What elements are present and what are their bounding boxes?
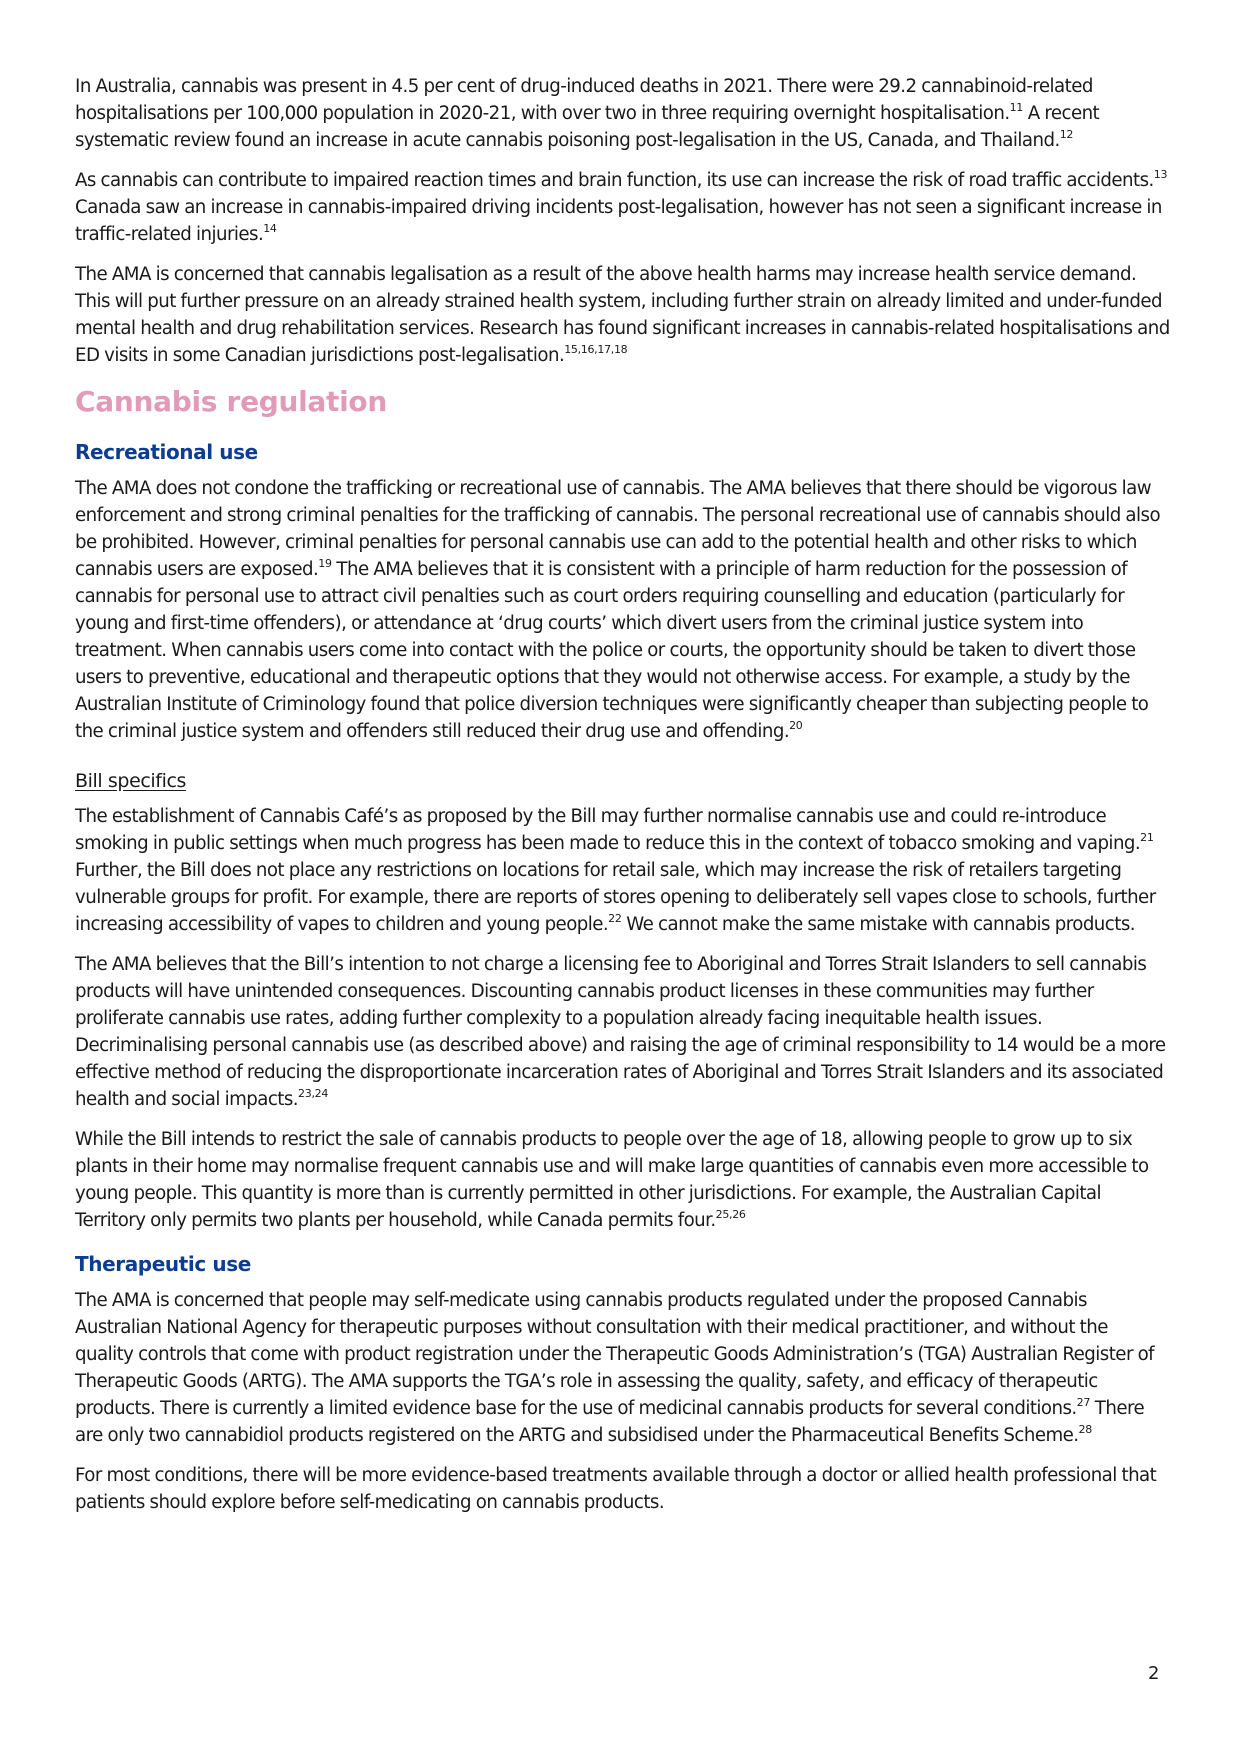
paragraph-text: We cannot make the same mistake with cannabis products. xyxy=(621,914,1135,935)
subheading-recreational-use: Recreational use xyxy=(75,440,258,464)
footnote-reference: 12 xyxy=(1059,128,1074,141)
body-paragraph xyxy=(75,73,1170,154)
body-paragraph xyxy=(75,167,1170,248)
footnote-reference: 28 xyxy=(1078,1423,1092,1436)
body-paragraph xyxy=(75,1462,1170,1516)
paragraph-text: Further, the Bill does not place any restrictions on locations for retail sale, which may increase the risk of retailers targeting vulnerable groups for profit. For example, there are reports of stores opening to deliberately sell vapes close to schools, further increasing accessibility of vapes to children and young people. xyxy=(75,860,1156,935)
recreational-paragraphs xyxy=(75,475,1170,745)
paragraph-text: While the Bill intends to restrict the sale of cannabis products to people over the age of 18, allowing people to grow up to six plants in their home may normalise frequent cannabis use and will make large quantities of cannabis even more accessible to young people. This quantity is more than is currently permitted in other jurisdictions. For example, the Australian Capital Territory only permits two plants per household, while Canada permits four. xyxy=(75,1129,1149,1231)
paragraph-text: In Australia, cannabis was present in 4.5 per cent of drug-induced deaths in 2021. There were 29.2 cannabinoid-related hospitalisations per 100,000 population in 2020-21, with over two in three requiring overnight hospitalisation. xyxy=(75,76,1093,124)
paragraph-text: The establishment of Cannabis Café’s as proposed by the Bill may further normalise cannabis use and could re-introduce smoking in public settings when much progress has been made to reduce this in the context of tobacco smoking and vaping. xyxy=(75,806,1141,854)
paragraph-text: The AMA is concerned that cannabis legalisation as a result of the above health harms may increase health service demand. This will put further pressure on an already strained health system, including further strain on already limited and under-funded mental health and drug rehabilitation services. Research has found significant increases in cannabis-related hospitalisations and ED visits in some Canadian jurisdictions post-legalisation. xyxy=(75,264,1170,366)
body-paragraph xyxy=(75,803,1170,938)
footnote-reference: 13 xyxy=(1153,168,1168,181)
document-page xyxy=(75,73,1170,1529)
paragraph-text: For most conditions, there will be more evidence-based treatments available through a doctor or allied health professional that patients should explore before self-medicating on cannabis products. xyxy=(75,1465,1157,1513)
footnote-reference: 25,26 xyxy=(715,1208,746,1221)
body-paragraph xyxy=(75,1126,1170,1234)
body-paragraph xyxy=(75,261,1170,369)
footnote-reference: 11 xyxy=(1009,101,1023,114)
subheading-bill-specifics: Bill specifics xyxy=(75,770,186,792)
therapeutic-paragraphs xyxy=(75,1287,1170,1516)
bill-specifics-paragraphs xyxy=(75,803,1170,1234)
footnote-reference: 15,16,17,18 xyxy=(564,343,628,356)
footnote-reference: 23,24 xyxy=(298,1087,329,1100)
paragraph-text: There are only two cannabidiol products registered on the ARTG and subsidised under the Pharmaceutical Benefits Scheme. xyxy=(75,1398,1145,1446)
section-title-cannabis-regulation: Cannabis regulation xyxy=(75,385,387,418)
paragraph-text: The AMA does not condone the trafficking or recreational use of cannabis. The AMA believes that there should be vigorous law enforcement and strong criminal penalties for the trafficking of cannabis. The personal recreational use of cannabis should also be prohibited. However, criminal penalties for personal cannabis use can add to the potential health and other risks to which cannabis users are exposed. xyxy=(75,478,1161,580)
paragraph-text: The AMA believes that it is consistent with a principle of harm reduction for the possession of cannabis for personal use to attract civil penalties such as court orders requiring counselling and education (particularly for young and first-time offenders), or attendance at ‘drug courts’ which divert users from the criminal justice system into treatment. When cannabis users come into contact with the police or courts, the opportunity should be taken to divert those users to preventive, educational and therapeutic options that they would not otherwise access. For example, a study by the Australian Institute of Criminology found that police diversion techniques were significantly cheaper than subjecting people to the criminal justice system and offenders still reduced their drug use and offending. xyxy=(75,559,1149,742)
footnote-reference: 20 xyxy=(789,719,803,732)
footnote-reference: 14 xyxy=(263,222,277,235)
body-paragraph xyxy=(75,951,1170,1113)
footnote-reference: 22 xyxy=(608,912,622,925)
body-paragraph xyxy=(75,475,1170,745)
paragraph-text: As cannabis can contribute to impaired reaction times and brain function, its use can increase the risk of road traffic accidents. xyxy=(75,170,1154,191)
footnote-reference: 27 xyxy=(1076,1396,1091,1409)
paragraph-text: Canada saw an increase in cannabis-impaired driving incidents post-legalisation, however has not seen a significant increase in traffic-related injuries. xyxy=(75,197,1162,245)
paragraph-text: The AMA believes that the Bill’s intention to not charge a licensing fee to Aboriginal and Torres Strait Islanders to sell cannabis products will have unintended consequences. Discounting cannabis product licenses in these communities may further proliferate cannabis use rates, adding further complexity to a population already facing inequitable health issues. Decriminalising personal cannabis use (as described above) and raising the age of criminal responsibility to 14 would be a more effective method of reducing the disproportionate incarceration rates of Aboriginal and Torres Strait Islanders and its associated health and social impacts. xyxy=(75,954,1166,1110)
body-paragraph xyxy=(75,1287,1170,1449)
page-number: 2 xyxy=(1148,1663,1160,1684)
subheading-therapeutic-use: Therapeutic use xyxy=(75,1252,251,1276)
paragraph-text: The AMA is concerned that people may self-medicate using cannabis products regulated under the proposed Cannabis Australian National Agency for therapeutic purposes without consultation with their medical practitioner, and without the quality controls that come with product registration under the Therapeutic Goods Administration’s (TGA) Australian Register of Therapeutic Goods (ARTG). The AMA supports the TGA’s role in assessing the quality, safety, and efficacy of therapeutic products. There is currently a limited evidence base for the use of medicinal cannabis products for several conditions. xyxy=(75,1290,1155,1419)
intro-paragraphs xyxy=(75,73,1170,369)
paragraph-text: A recent systematic review found an increase in acute cannabis poisoning post-legalisation in the US, Canada, and Thailand. xyxy=(75,103,1100,151)
footnote-reference: 19 xyxy=(318,557,332,570)
footnote-reference: 21 xyxy=(1140,831,1154,844)
